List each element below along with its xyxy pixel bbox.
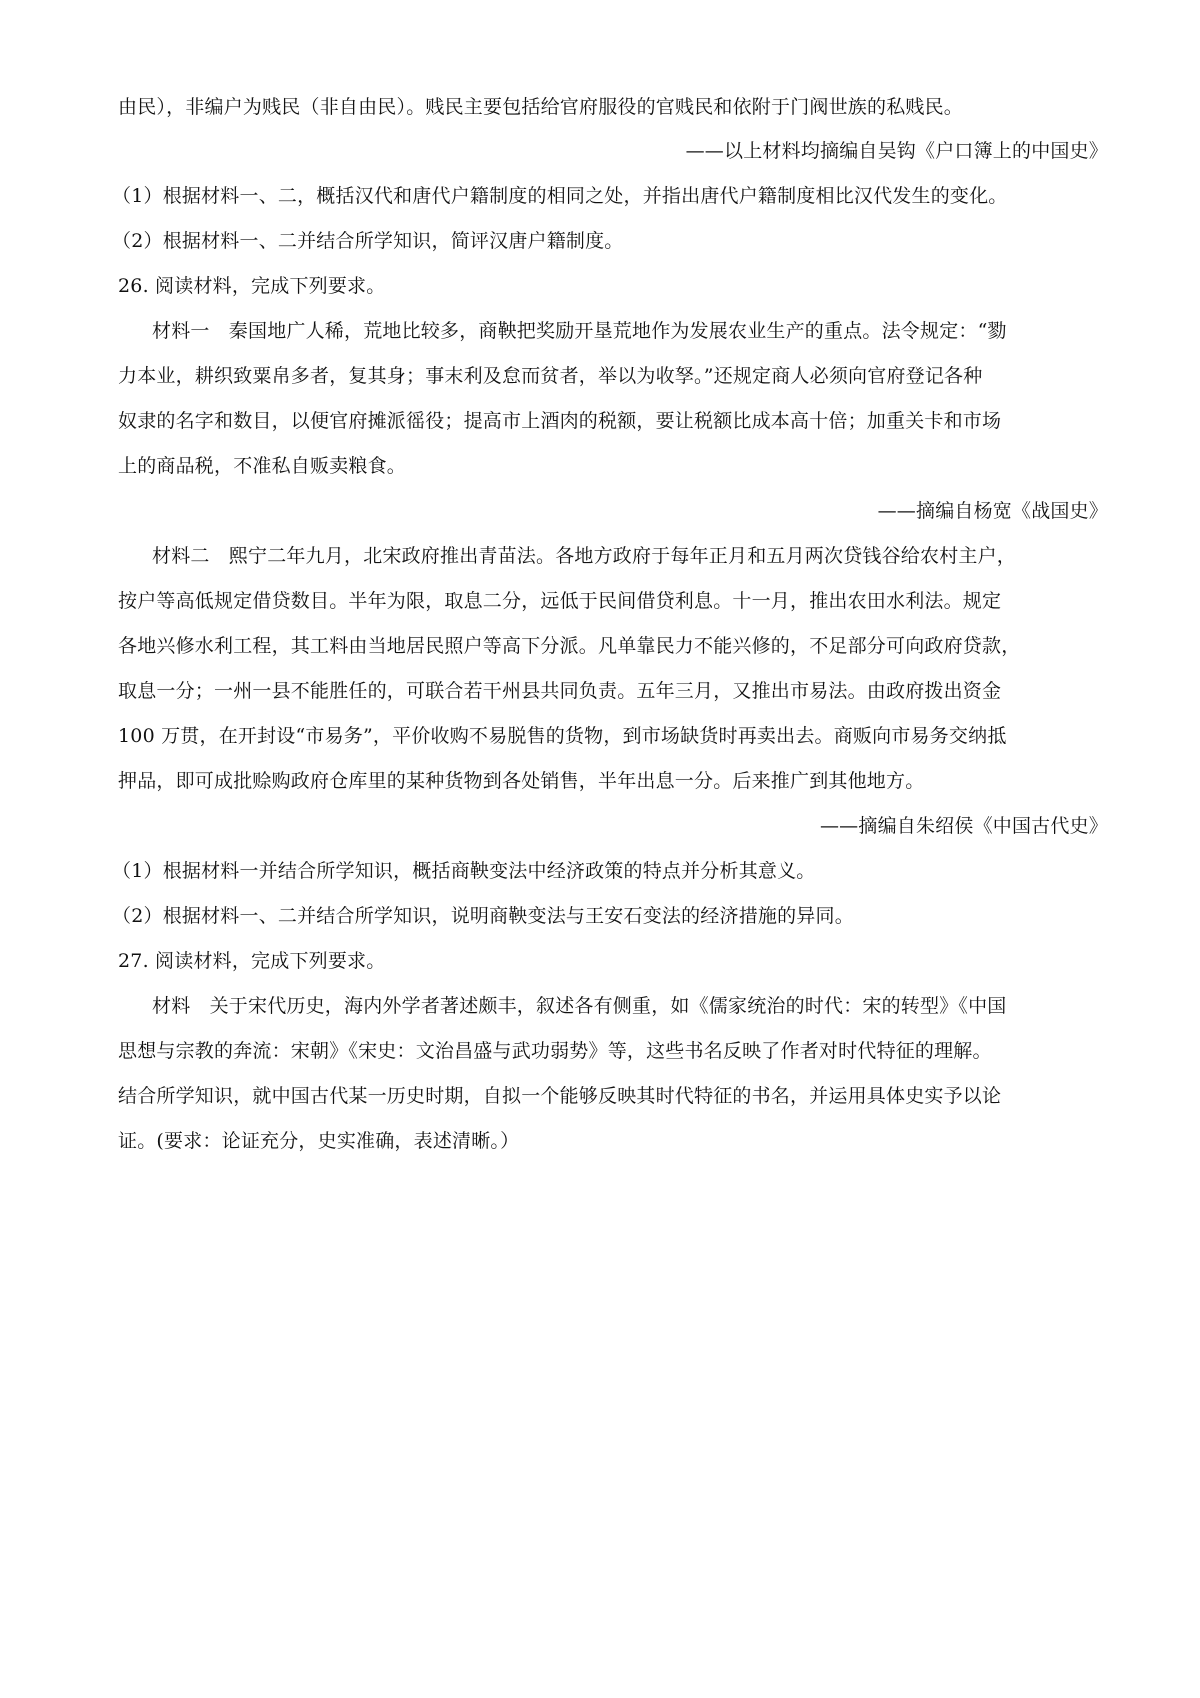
q27-material-line: 证。(要求：论证充分，史实准确，表述清晰。）: [118, 1130, 520, 1152]
q26-material2-line: 取息一分；一州一县不能胜任的，可联合若干州县共同负责。五年三月，又推出市易法。由政府拨出资金: [118, 680, 1002, 702]
q27-material-line: 结合所学知识，就中国古代某一历史时期，自拟一个能够反映其时代特征的书名，并运用具体史实予以论: [118, 1085, 1002, 1107]
q27-material-line: 思想与宗教的奔流：宋朝》《宋史：文治昌盛与武功弱势》等，这些书名反映了作者对时代特征的理解。: [118, 1040, 992, 1062]
q26-material2-line: 100 万贯，在开封设“市易务”，平价收购不易脱售的货物，到市场缺货时再卖出去。商贩向市易务交纳抵: [118, 725, 1007, 747]
q25-material-tail: 由民），非编户为贱民（非自由民）。贱民主要包括给官府服役的官贱民和依附于门阀世族的私贱民。: [118, 96, 964, 118]
q27-material-line: 材料 关于宋代历史，海内外学者著述颇丰，叙述各有侧重，如《儒家统治的时代：宋的转型》《中国: [152, 995, 1007, 1017]
q26-material2-line: 按户等高低规定借贷数目。半年为限，取息二分，远低于民间借贷利息。十一月，推出农田水利法。规定: [118, 590, 1002, 612]
q26-material1-line: 材料一 秦国地广人稀，荒地比较多，商鞅把奖励开垦荒地作为发展农业生产的重点。法令规定：“勠: [152, 320, 1007, 342]
q26-subquestion-1: （1）根据材料一并结合所学知识，概括商鞅变法中经济政策的特点并分析其意义。: [112, 860, 816, 882]
q26-heading: 26. 阅读材料，完成下列要求。: [118, 275, 386, 297]
q26-material1-line: 上的商品税，不准私自贩卖粮食。: [118, 455, 407, 477]
q26-material2-line: 押品，即可成批赊购政府仓库里的某种货物到各处销售，半年出息一分。后来推广到其他地方。: [118, 770, 925, 792]
q26-material1-line: 奴隶的名字和数目，以便官府摊派徭役；提高市上酒肉的税额，要让税额比成本高十倍；加重关卡和市场: [118, 410, 1002, 432]
q25-source: ——以上材料均摘编自吴钩《户口簿上的中国史》: [685, 140, 1108, 162]
q26-material1-source: ——摘编自杨宽《战国史》: [877, 500, 1108, 522]
q27-heading: 27. 阅读材料，完成下列要求。: [118, 950, 386, 972]
q26-subquestion-2: （2）根据材料一、二并结合所学知识，说明商鞅变法与王安石变法的经济措施的异同。: [112, 905, 854, 927]
q25-subquestion-1: （1）根据材料一、二，概括汉代和唐代户籍制度的相同之处，并指出唐代户籍制度相比汉代发生的变化。: [112, 185, 1008, 207]
q26-material2-source: ——摘编自朱绍侯《中国古代史》: [819, 815, 1108, 837]
q25-subquestion-2: （2）根据材料一、二并结合所学知识，简评汉唐户籍制度。: [112, 230, 624, 252]
q26-material2-line: 材料二 熙宁二年九月，北宋政府推出青苗法。各地方政府于每年正月和五月两次贷钱谷给农村主户，: [152, 545, 1017, 567]
q26-material2-line: 各地兴修水利工程，其工料由当地居民照户等高下分派。凡单靠民力不能兴修的，不足部分可向政府贷款，: [118, 635, 1021, 657]
q26-material1-line: 力本业，耕织致粟帛多者，复其身；事末利及怠而贫者，举以为收孥。”还规定商人必须向官府登记各种: [118, 365, 983, 387]
